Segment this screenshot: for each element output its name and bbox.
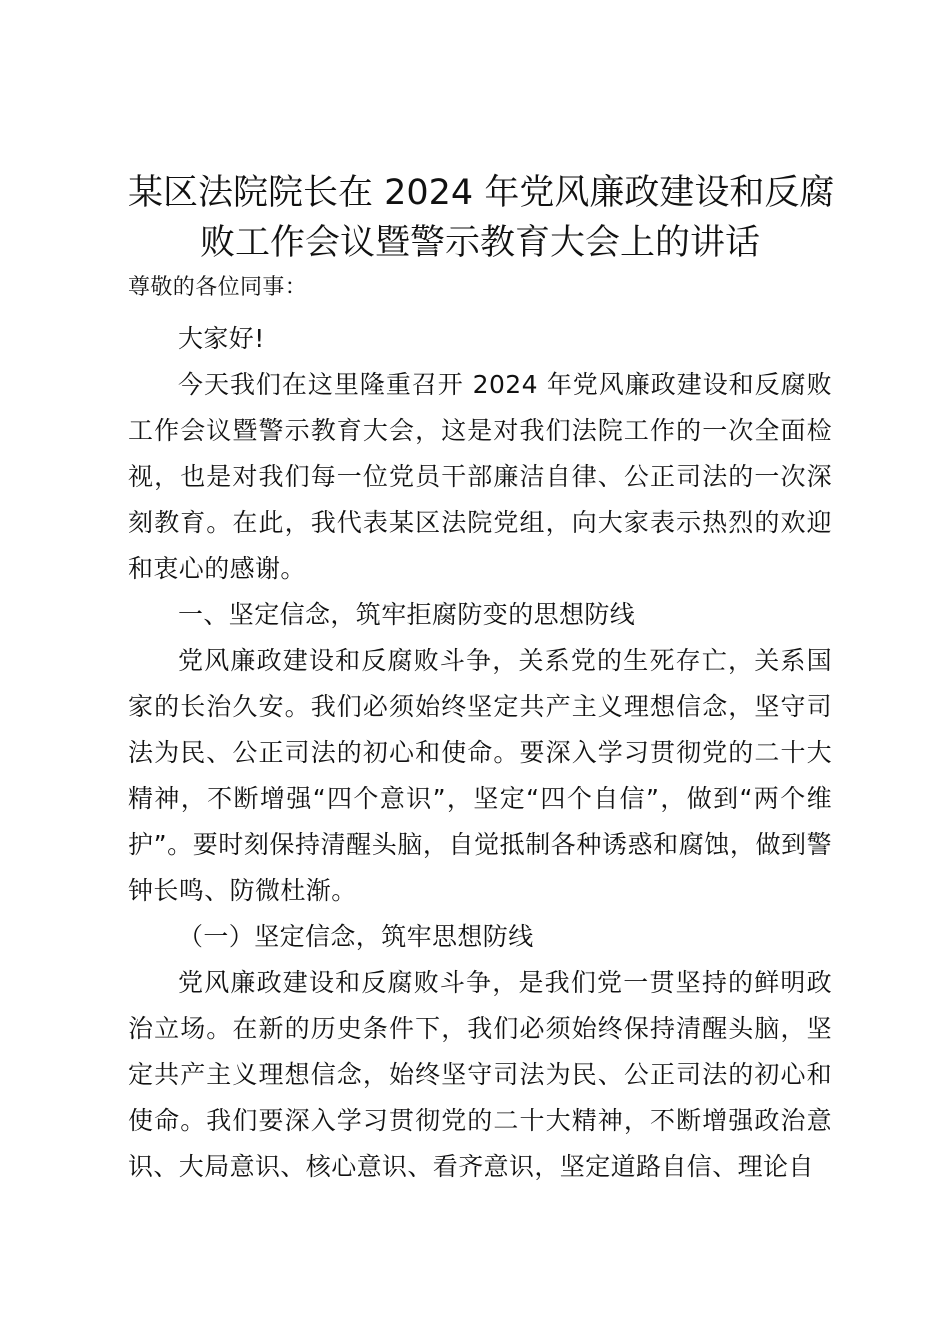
subsection-heading-1: （一）坚定信念，筑牢思想防线	[178, 922, 534, 951]
greeting: 大家好!	[178, 324, 265, 353]
opening-paragraph: 今天我们在这里隆重召开 2024 年党风廉政建设和反腐败工作会议暨警示教育大会，这是对我们法院工作的一次全面检视，也是对我们每一位党员干部廉洁自律、公正司法的一次深刻教育。在此，我代表某区法院党组，向大家表示热烈的欢迎和衷心的感谢。	[128, 370, 832, 583]
section-heading-1: 一、坚定信念，筑牢拒腐防变的思想防线	[178, 600, 636, 629]
document-title	[128, 168, 835, 268]
document-page	[128, 168, 835, 1190]
body-paragraph: 党风廉政建设和反腐败斗争，关系党的生死存亡，关系国家的长治久安。我们必须始终坚定共产主义理想信念，坚守司法为民、公正司法的初心和使命。要深入学习贯彻党的二十大精神，不断增强“四个意识”，坚定“四个自信”，做到“两个维护”。要时刻保持清醒头脑，自觉抵制各种诱惑和腐蚀，做到警钟长鸣、防微杜渐。	[128, 646, 832, 905]
body-paragraph: 党风廉政建设和反腐败斗争，是我们党一贯坚持的鲜明政治立场。在新的历史条件下，我们必须始终保持清醒头脑，坚定共产主义理想信念，始终坚守司法为民、公正司法的初心和使命。我们要深入学习贯彻党的二十大精神，不断增强政治意识、大局意识、核心意识、看齐意识，坚定道路自信、理论自	[128, 968, 832, 1181]
title-line-1: 某区法院院长在 2024 年党风廉政建设和反腐	[128, 173, 835, 213]
salutation: 尊敬的各位同事：	[128, 275, 308, 300]
title-line-2: 败工作会议暨警示教育大会上的讲话	[199, 223, 760, 263]
